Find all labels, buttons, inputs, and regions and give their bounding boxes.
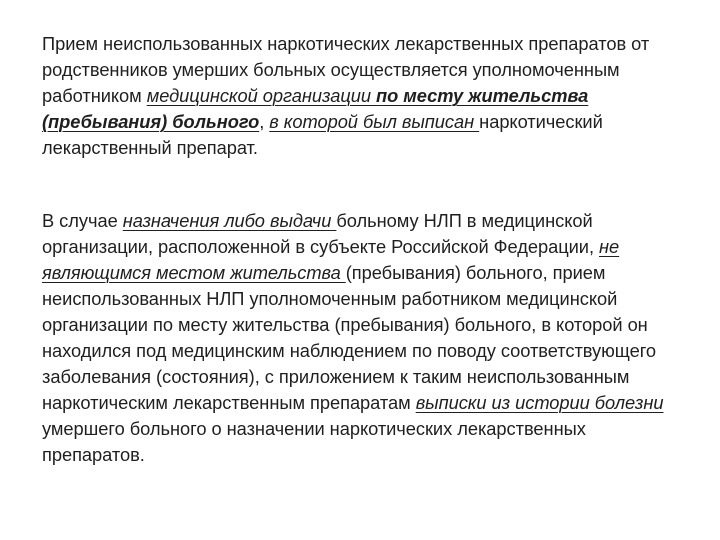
p1-text-intro: Прием неиспользованных наркотических лекарственных препаратов от родственников умерших больных осуществляется уполномоченным работником — [42, 33, 650, 106]
p1-text-comma: , — [259, 111, 270, 132]
p2-emphasis-not-residence: не являющимся местом жительства — [42, 236, 620, 283]
p2-emphasis-medical-history-extract: выписки из истории болезни — [415, 392, 664, 413]
p2-emphasis-prescription-or-issue: назначения либо выдачи — [122, 210, 337, 231]
p2-text-intro: В случае — [42, 210, 123, 231]
p2-text-body: (пребывания) больного, прием неиспользованных НЛП уполномоченным работником медицинской организации по месту жительства (пребывания) больного, в которой он находился под медицинским наблюдением по поводу соответствующего заболевания (состояния), с приложением к таким неиспользованным наркотическим лекарственным препаратам — [42, 262, 657, 413]
p1-emphasis-where-prescribed: в которой был выписан — [269, 111, 480, 132]
p2-text-region: больному НЛП в медицинской организации, расположенной в субъекте Российской Федерации, — [42, 210, 599, 257]
p1-text-ending: наркотический лекарственный препарат. — [42, 111, 603, 158]
p1-emphasis-place-of-residence: по месту жительства (пребывания) больного — [42, 85, 589, 132]
paragraph-other-region-case — [42, 208, 672, 468]
paragraph-reception-procedure — [42, 31, 672, 161]
p1-emphasis-medical-organization: медицинской организации — [146, 85, 377, 106]
p2-text-ending: умершего больного о назначении наркотических лекарственных препаратов. — [42, 418, 586, 465]
